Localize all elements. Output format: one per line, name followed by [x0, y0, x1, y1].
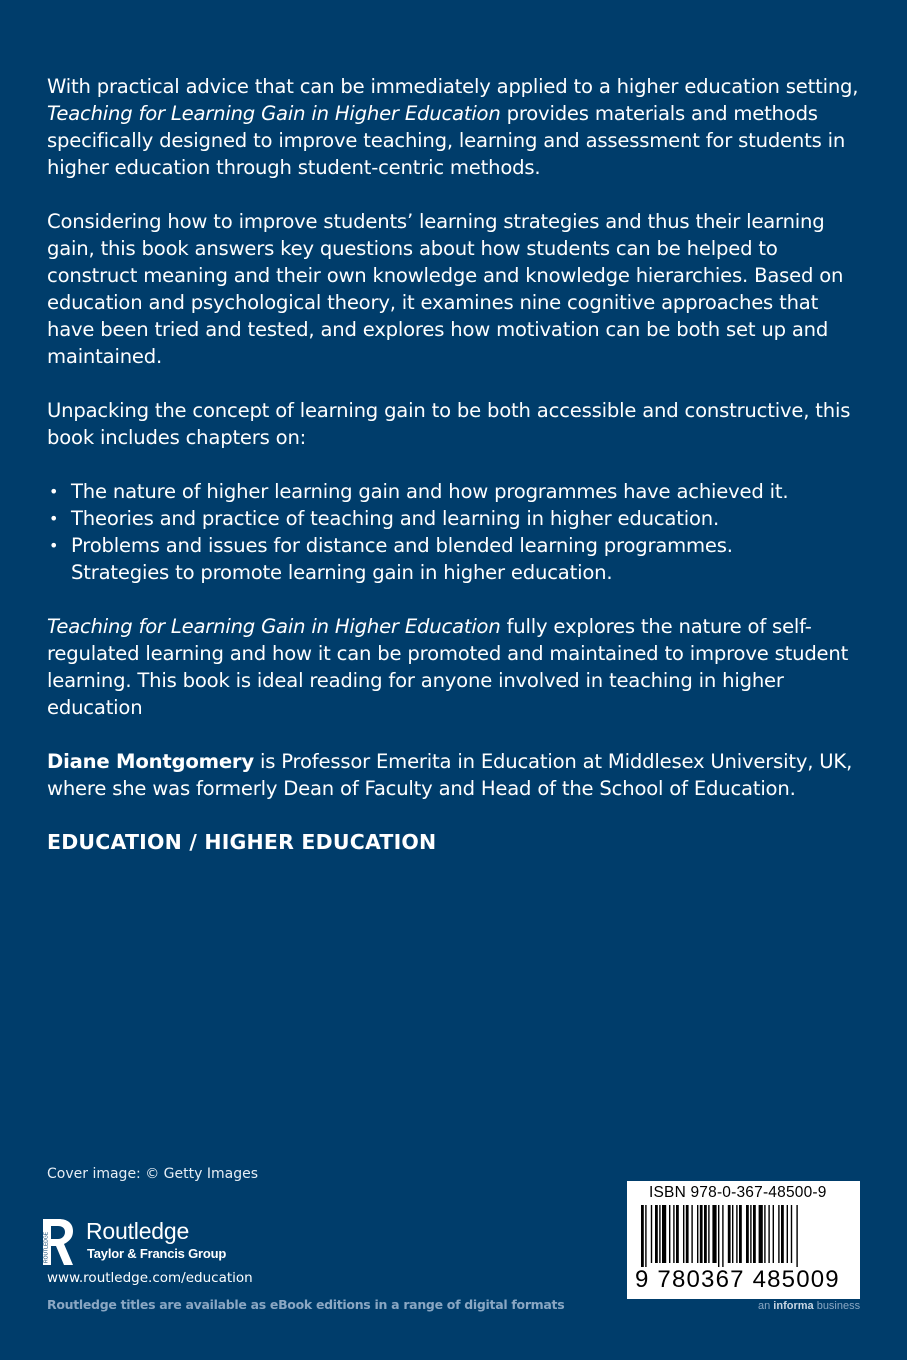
barcode-bar — [641, 1205, 644, 1267]
intro-text-start: With practical advice that can be immediately applied to a higher education setting, — [47, 75, 859, 98]
barcode-bar — [722, 1205, 723, 1267]
barcode-bar — [750, 1205, 751, 1263]
barcode-bar — [796, 1205, 797, 1267]
barcode-bar — [659, 1205, 660, 1263]
barcode-bar — [728, 1205, 731, 1263]
barcode-bar — [651, 1205, 652, 1263]
list-item: • The nature of higher learning gain and how programmes have achieved it. — [47, 478, 859, 505]
barcode-bar — [764, 1205, 765, 1263]
routledge-logo — [40, 1213, 270, 1268]
publisher-name: Routledge — [86, 1218, 190, 1244]
barcode-bar — [773, 1205, 774, 1263]
isbn-label: ISBN 978-0-367-48500-9 — [649, 1184, 827, 1201]
barcode-bar — [778, 1205, 779, 1263]
barcode-bar — [787, 1205, 788, 1263]
back-cover-blurb — [47, 73, 859, 856]
barcode-bar — [673, 1205, 674, 1263]
informa-tagline — [758, 1300, 860, 1312]
barcode-bar — [736, 1205, 737, 1263]
book-title-italic: Teaching for Learning Gain in Higher Education — [47, 615, 501, 638]
author-bio-text: is Professor Emerita in Education at Middlesex University, UK, where she was formerly Dean of Faculty and Head of the School of Education. — [47, 750, 853, 800]
barcode-icon — [641, 1205, 846, 1267]
list-item: • Theories and practice of teaching and learning in higher education. — [47, 505, 859, 532]
barcode-bar — [683, 1205, 684, 1263]
barcode-bar — [697, 1205, 698, 1263]
barcode-bar — [676, 1205, 679, 1263]
barcode-bar — [746, 1205, 749, 1263]
barcode-bar — [759, 1205, 763, 1263]
barcode-bar — [655, 1205, 658, 1263]
informa-pre: an — [758, 1300, 774, 1312]
list-item: • Problems and issues for distance and blended learning programmes. — [47, 532, 859, 559]
barcode-bar — [791, 1205, 792, 1263]
chapter-list — [47, 478, 859, 586]
barcode-bar — [768, 1205, 769, 1263]
author-name: Diane Montgomery — [47, 750, 254, 773]
chapters-intro: Unpacking the concept of learning gain to be both accessible and constructive, this book includes chapters on: — [47, 399, 851, 449]
informa-bold: informa — [773, 1300, 814, 1312]
barcode-digits: 9 780367 485009 — [635, 1266, 840, 1293]
strategies-paragraph: Considering how to improve students’ learning strategies and thus their learning gain, this book answers key questions about how students can be helped to construct meaning and their own knowledge and knowledge hierarchies. Based on education and psychological theory, it examines nine cognitive approaches that have been tried and tested, and explores how motivation can be both set up and maintained. — [47, 210, 844, 368]
intro-paragraph — [47, 73, 859, 181]
intro-text-end: provides materials and methods specifically designed to improve teaching, learning and assessment for students in higher education through student-centric methods. — [47, 102, 846, 179]
publisher-url[interactable]: www.routledge.com/education — [47, 1270, 253, 1286]
summary-paragraph — [47, 613, 859, 721]
barcode-bar — [704, 1205, 707, 1263]
list-item: Strategies to promote learning gain in higher education. — [71, 561, 613, 584]
ebook-note: Routledge titles are available as eBook editions in a range of digital formats — [47, 1297, 565, 1312]
routledge-logo-mark-icon — [40, 1213, 80, 1268]
barcode-bar — [662, 1205, 666, 1263]
barcode-bar — [708, 1205, 709, 1263]
book-title-italic: Teaching for Learning Gain in Higher Education — [47, 102, 501, 125]
isbn-barcode — [627, 1181, 860, 1299]
barcode-bar — [718, 1205, 719, 1267]
barcode-bar — [739, 1205, 742, 1263]
cover-image-credit: Cover image: © Getty Images — [47, 1166, 258, 1182]
author-bio — [47, 748, 859, 802]
barcode-bar — [669, 1205, 670, 1263]
barcode-bar — [645, 1205, 646, 1267]
barcode-bar — [732, 1205, 733, 1263]
barcode-bar — [686, 1205, 689, 1263]
barcode-bar — [781, 1205, 784, 1263]
barcode-bar — [691, 1205, 692, 1263]
informa-post: business — [813, 1300, 861, 1312]
barcode-bar — [712, 1205, 716, 1263]
logo-vertical-text: ROUTLEDGE — [43, 1231, 50, 1263]
barcode-bar — [700, 1205, 703, 1263]
subject-category: EDUCATION / HIGHER EDUCATION — [47, 830, 437, 854]
publisher-group: Taylor & Francis Group — [87, 1246, 227, 1261]
summary-text: fully explores the nature of self-regulated learning and how it can be promoted and maintained to improve student learning. This book is ideal reading for anyone involved in teaching in higher education — [47, 615, 849, 719]
barcode-bar — [753, 1205, 756, 1263]
